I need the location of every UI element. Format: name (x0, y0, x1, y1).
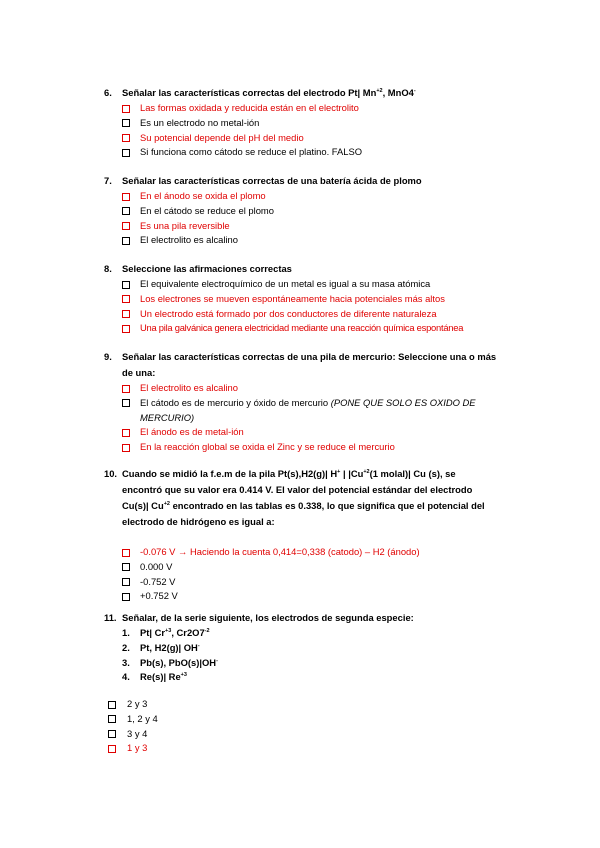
question-stem: Señalar las características correctas de una batería ácida de plomo (122, 175, 422, 186)
option[interactable]: 2 y 3 (108, 697, 408, 712)
checkbox[interactable] (122, 134, 130, 142)
checkbox[interactable] (122, 281, 130, 289)
question-10 (104, 466, 496, 604)
checkbox[interactable] (122, 399, 130, 407)
checkbox[interactable] (122, 578, 130, 586)
question-stem: Señalar las características correctas de una pila de mercurio: Seleccione una o más de una: (122, 351, 497, 378)
checkbox[interactable] (122, 295, 130, 303)
question-number: 7. (104, 175, 112, 186)
list-item: 3. Pb(s), PbO(s)|OH- (122, 656, 218, 668)
question-number: 6. (104, 87, 112, 98)
options-list (122, 189, 504, 248)
option[interactable]: 3 y 4 (108, 727, 408, 742)
checkbox[interactable] (122, 119, 130, 127)
option[interactable]: El cátodo es de mercurio y óxido de mercurio (PONE QUE SOLO ES OXIDO DE MERCURIO) (122, 396, 504, 426)
list-item: 1. Pt| $Cr^{+3}$, $Cr2O7^{-2}$ (122, 627, 210, 638)
checkbox[interactable] (122, 385, 130, 393)
list-item: 4. Re(s)| $Re^{+3}$ (122, 671, 187, 683)
question-9 (104, 349, 504, 455)
option[interactable]: Las formas oxidada y reducida están en el electrolito (122, 101, 504, 116)
option[interactable]: Su potencial depende del pH del medio (122, 131, 504, 146)
option[interactable]: El electrolito es alcalino (122, 233, 504, 248)
option[interactable]: El equivalente electroquímico de un metal es igual a su masa atómica (122, 277, 504, 292)
checkbox[interactable] (108, 730, 116, 738)
option[interactable]: Una pila galvánica genera electricidad mediante una reacción química espontánea (122, 321, 504, 336)
checkbox[interactable] (122, 193, 130, 201)
option[interactable]: Los electrones se mueven espontáneamente hacia potenciales más altos (122, 292, 504, 307)
option[interactable]: 1, 2 y 4 (108, 712, 408, 727)
options-list (122, 545, 496, 604)
options-list (122, 101, 504, 160)
option[interactable]: En el ánodo se oxida el plomo (122, 189, 504, 204)
option[interactable]: 1 y 3 (108, 741, 408, 756)
checkbox[interactable] (122, 325, 130, 333)
checkbox[interactable] (122, 237, 130, 245)
question-stem: Cuando se midió la f.e.m de la pila Pt(s),H2(g)| H+ | $|Cu^{+2}(1$ molal)| Cu (s), se encontró que su valor era 0.414 V. El valor del potencial estándar del electrodo Cu(s)| $Cu^{+2}$ encontrado en las tablas es 0.338, lo que significa que el potencial del electrodo de hidrógeno es igual a: (122, 468, 485, 527)
electrode-list (122, 626, 504, 685)
list-item: 2. Pt, H2(g)| OH- (122, 641, 200, 653)
option[interactable]: Es una pila reversible (122, 219, 504, 234)
option[interactable]: El ánodo es de metal-ión (122, 425, 504, 440)
checkbox[interactable] (122, 563, 130, 571)
checkbox[interactable] (122, 444, 130, 452)
checkbox[interactable] (122, 429, 130, 437)
question-stem: Señalar las características correctas del electrodo Pt| $Mn^{+2}$, MnO4- (122, 87, 416, 98)
checkbox[interactable] (108, 701, 116, 709)
option[interactable]: -0.076 V → Haciendo la cuenta 0,414=0,338 (catodo) – H2 (ánodo) (122, 545, 496, 560)
question-stem: Seleccione las afirmaciones correctas (122, 263, 292, 274)
checkbox[interactable] (122, 310, 130, 318)
option[interactable]: -0.752 V (122, 575, 496, 590)
option[interactable]: 0.000 V (122, 560, 496, 575)
checkbox[interactable] (122, 593, 130, 601)
option[interactable]: Un electrodo está formado por dos conductores de diferente naturaleza (122, 307, 504, 322)
option[interactable]: En el cátodo se reduce el plomo (122, 204, 504, 219)
checkbox[interactable] (108, 715, 116, 723)
question-number: 8. (104, 263, 112, 274)
question-number: 10. (104, 468, 118, 479)
option-note: (PONE QUE SOLO ES OXIDO DE MERCURIO) (140, 396, 476, 423)
option[interactable]: En la reacción global se oxida el Zinc y se reduce el mercurio (122, 440, 504, 455)
checkbox[interactable] (122, 207, 130, 215)
checkbox[interactable] (122, 222, 130, 230)
option[interactable]: Es un electrodo no metal-ión (122, 116, 504, 131)
question-number: 11. (104, 612, 117, 623)
options-list (122, 381, 504, 455)
question-7 (104, 173, 504, 248)
question-6 (104, 85, 504, 160)
question-8 (104, 261, 504, 336)
option[interactable]: +0.752 V (122, 589, 496, 604)
question-11 (104, 610, 504, 685)
question-stem: Señalar, de la serie siguiente, los electrodos de segunda especie: (122, 612, 414, 623)
option[interactable]: Si funciona como cátodo se reduce el platino. FALSO (122, 145, 504, 160)
option[interactable]: El electrolito es alcalino (122, 381, 504, 396)
checkbox[interactable] (108, 745, 116, 753)
question-11-options (108, 697, 408, 756)
options-list (122, 277, 504, 336)
checkbox[interactable] (122, 149, 130, 157)
checkbox[interactable] (122, 105, 130, 113)
checkbox[interactable] (122, 549, 130, 557)
question-number: 9. (104, 351, 112, 362)
